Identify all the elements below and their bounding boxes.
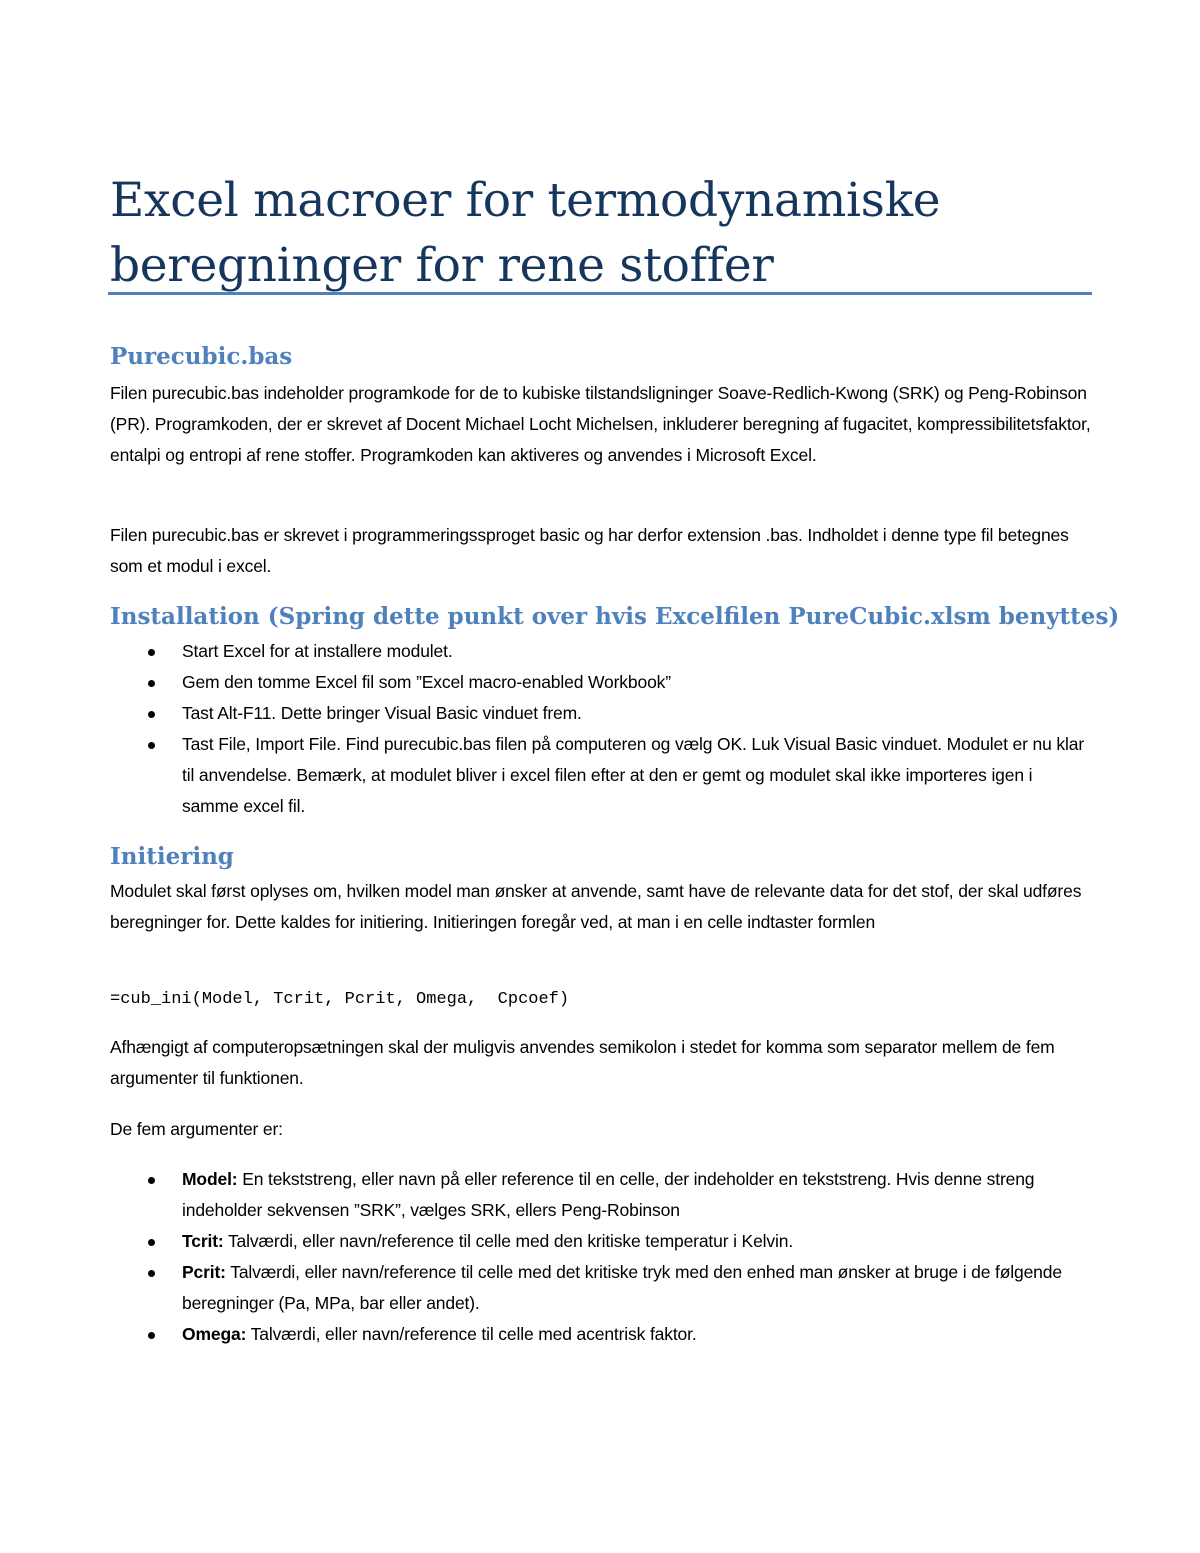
- initiering-paragraph-2: Afhængigt af computeropsætningen skal der muligvis anvendes semikolon i stedet for komma som separator mellem de fem argumenter til funktionen.: [110, 1037, 1055, 1088]
- argument-item: [110, 1257, 1092, 1319]
- bullet-icon: [148, 742, 155, 749]
- installation-item-text: Tast File, Import File. Find purecubic.bas filen på computeren og vælg OK. Luk Visual Basic vinduet. Modulet er nu klar til anvendelse. Bemærk, at modulet bliver i excel filen efter at den er gemt og modulet skal ikke importeres igen i samme excel fil.: [182, 734, 1084, 816]
- heading-purecubic: Purecubic.bas: [110, 343, 293, 370]
- argument-item: [110, 1319, 1092, 1350]
- installation-item-text: Tast Alt-F11. Dette bringer Visual Basic vinduet frem.: [182, 703, 582, 723]
- initiering-paragraph-3: De fem argumenter er:: [110, 1119, 283, 1139]
- purecubic-paragraph-1: Filen purecubic.bas indeholder programkode for de to kubiske tilstandsligninger Soave-Redlich-Kwong (SRK) og Peng-Robinson (PR). Programkoden, der er skrevet af Docent Michael Locht Michelsen, inkluderer beregning af fugacitet, kompressibilitetsfaktor, entalpi og entropi af rene stoffer. Programkoden kan aktiveres og anvendes i Microsoft Excel.: [110, 383, 1091, 465]
- installation-item-text: Start Excel for at installere modulet.: [182, 641, 453, 661]
- bullet-icon: [148, 1239, 155, 1246]
- bullet-icon: [148, 1270, 155, 1277]
- installation-item: [110, 636, 1092, 667]
- argument-description: Talværdi, eller navn/reference til celle med den kritiske temperatur i Kelvin.: [223, 1231, 794, 1251]
- bullet-icon: [148, 1177, 155, 1184]
- argument-term: Tcrit:: [182, 1231, 224, 1251]
- bullet-icon: [148, 680, 155, 687]
- argument-term: Model:: [182, 1169, 238, 1189]
- argument-description: Talværdi, eller navn/reference til celle med acentrisk faktor.: [246, 1324, 697, 1344]
- argument-term: Omega:: [182, 1324, 247, 1344]
- installation-item: [110, 698, 1092, 729]
- installation-item: [110, 729, 1092, 822]
- formula-code: =cub_ini(Model, Tcrit, Pcrit, Omega, Cpcoef): [110, 990, 570, 1009]
- bullet-icon: [148, 711, 155, 718]
- title-underline: [108, 292, 1092, 295]
- installation-item: [110, 667, 1092, 698]
- argument-description: En tekststreng, eller navn på eller reference til en celle, der indeholder en tekststreng. Hvis denne streng indeholder sekvensen ”SRK”, vælges SRK, ellers Peng-Robinson: [182, 1169, 1035, 1220]
- argument-term: Pcrit:: [182, 1262, 226, 1282]
- argument-item: [110, 1226, 1092, 1257]
- installation-list: [110, 636, 1092, 822]
- arguments-list: [110, 1164, 1092, 1350]
- heading-installation: Installation (Spring dette punkt over hvis Excelfilen PureCubic.xlsm benyttes): [110, 603, 1120, 630]
- installation-item-text: Gem den tomme Excel fil som ”Excel macro-enabled Workbook”: [182, 672, 671, 692]
- argument-description: Talværdi, eller navn/reference til celle med det kritiske tryk med den enhed man ønsker at bruge i de følgende beregninger (Pa, MPa, bar eller andet).: [182, 1262, 1062, 1313]
- purecubic-paragraph-2: Filen purecubic.bas er skrevet i programmeringssproget basic og har derfor extension .bas. Indholdet i denne type fil betegnes som et modul i excel.: [110, 525, 1069, 576]
- bullet-icon: [148, 1332, 155, 1339]
- heading-initiering: Initiering: [110, 843, 234, 870]
- argument-item: [110, 1164, 1092, 1226]
- bullet-icon: [148, 649, 155, 656]
- initiering-paragraph-1: Modulet skal først oplyses om, hvilken model man ønsker at anvende, samt have de relevante data for det stof, der skal udføres beregninger for. Dette kaldes for initiering. Initieringen foregår ved, at man i en celle indtaster formlen: [110, 881, 1082, 932]
- document-title: Excel macroer for termodynamiske beregninger for rene stoffer: [110, 173, 941, 293]
